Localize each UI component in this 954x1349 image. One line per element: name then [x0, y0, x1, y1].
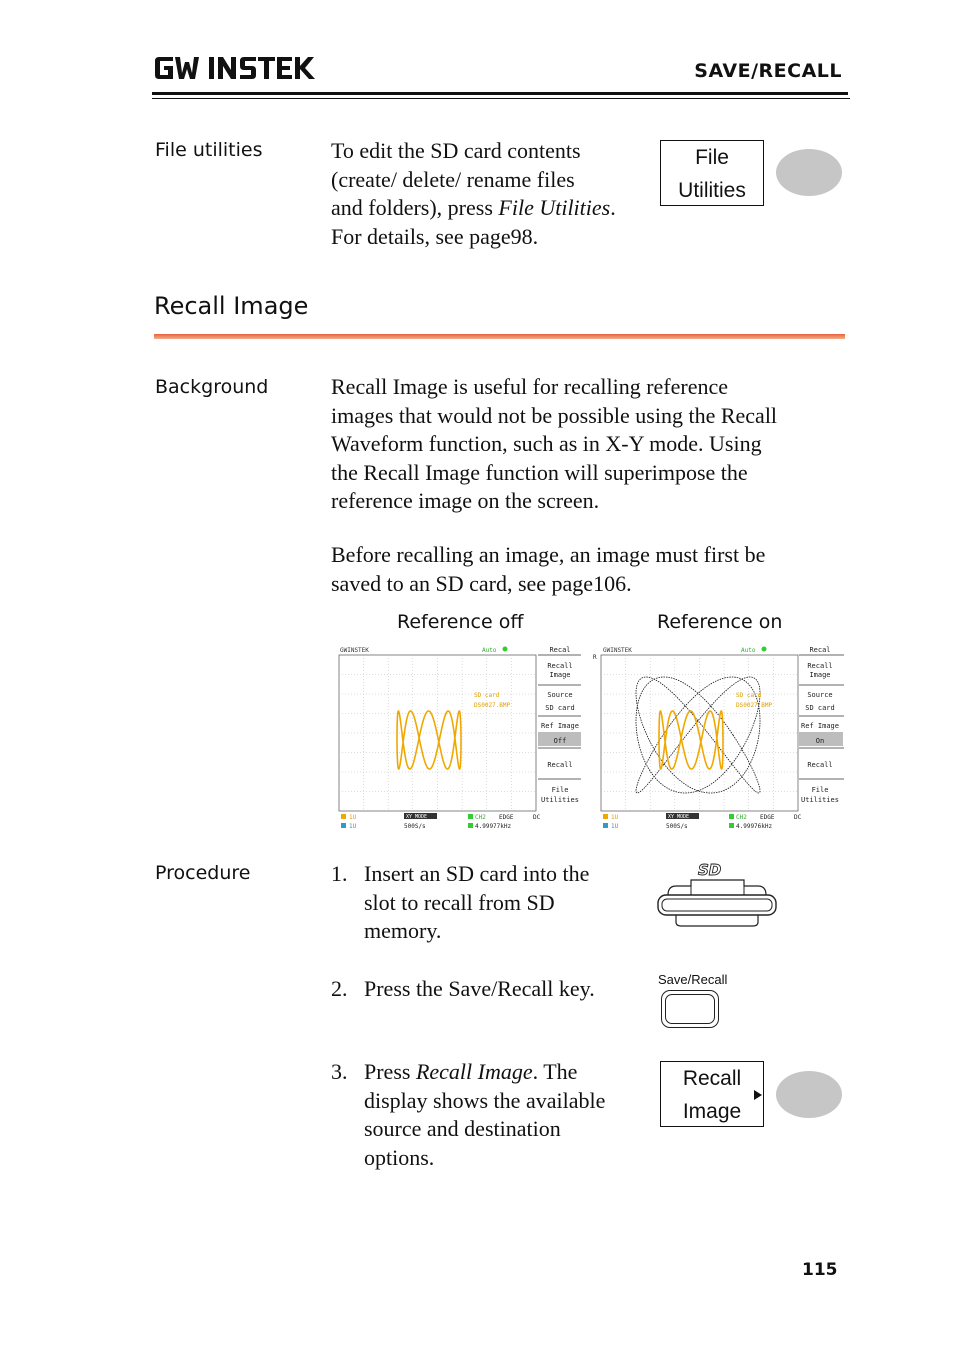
scope-screen-reference-off	[338, 644, 581, 830]
file-utilities-label: File utilities	[155, 139, 263, 161]
sd-card-slot-icon	[656, 858, 778, 930]
text-line: Insert an SD card into the	[364, 861, 590, 886]
text-line: images that would not be possible using the Recall	[331, 402, 778, 428]
trigger-coupling: DC	[794, 814, 802, 821]
file-utilities-description	[331, 137, 651, 251]
key-inner-border	[665, 994, 715, 1024]
text-span: . The	[532, 1059, 578, 1084]
text-line: options.	[364, 1144, 435, 1170]
menu-item-recall: Recall	[547, 761, 573, 769]
sd-card-label: SD card	[474, 692, 500, 699]
menu-item-ref-image: Ref Image	[801, 722, 839, 730]
menu-item-file-line1: File	[551, 786, 569, 794]
timebase: 500S/s	[666, 823, 688, 830]
sd-card-label: SD card	[736, 692, 762, 699]
ch2-scale: 1U	[611, 823, 619, 830]
italic-term: File Utilities	[498, 195, 611, 220]
trigger-edge: EDGE	[499, 814, 514, 821]
trigger-source: CH2	[475, 814, 486, 821]
text-line	[364, 1058, 605, 1087]
text-line: To edit the SD card contents	[331, 138, 581, 163]
caption-reference-on: Reference on	[657, 611, 783, 633]
xy-mode-badge: XY MODE	[668, 814, 690, 820]
sd-file-label: DS0027.BMP	[736, 702, 773, 709]
trigger-frequency: 4.99976kHz	[736, 823, 773, 830]
menu-item-recall: Recall	[807, 761, 833, 769]
step-number: 1.	[331, 861, 348, 886]
xy-mode-badge: XY MODE	[406, 814, 428, 820]
scope-screen-image	[338, 644, 581, 830]
sd-logo-icon: SD	[698, 861, 722, 879]
sd-slot-illustration	[656, 858, 778, 930]
menu-item-recall-image-line2: Image	[809, 671, 831, 679]
section-heading: Recall Image	[154, 292, 309, 320]
submenu-arrow-icon	[753, 1089, 763, 1101]
scope-screen-reference-on	[593, 644, 841, 830]
before-recall-note	[331, 541, 851, 598]
text-span: and folders), press	[331, 195, 499, 220]
step-text	[364, 860, 589, 946]
step-1	[331, 860, 641, 950]
header-rule	[152, 92, 848, 95]
menu-item-recall-image-line1: Recall	[547, 662, 573, 670]
step-number: 2.	[331, 976, 348, 1001]
menu-label-line: Utilities	[678, 179, 746, 202]
heading-rule	[154, 334, 845, 339]
text-line: Recall Image is useful for recalling reference	[331, 374, 729, 399]
text-line: Waveform function, such as in X-Y mode. Using	[331, 431, 762, 456]
ref-image-state: Off	[553, 737, 567, 745]
italic-term: Recall Image	[415, 1059, 533, 1084]
procedure-label: Procedure	[155, 862, 251, 884]
save-recall-key[interactable]	[661, 990, 719, 1028]
ch2-scale: 1U	[349, 823, 357, 830]
text-line: reference image on the screen.	[331, 488, 600, 513]
step-number: 3.	[331, 1059, 348, 1084]
menu-label-line: File	[695, 146, 729, 169]
scope-screen-image	[593, 644, 844, 830]
menu-item-file-line2: Utilities	[801, 796, 839, 804]
ref-image-state: On	[815, 737, 825, 745]
menu-item-ref-image: Ref Image	[541, 722, 579, 730]
menu-item-source-line1: Source	[807, 691, 833, 699]
file-utilities-soft-key[interactable]	[776, 149, 842, 196]
scope-logo: GWINSTEK	[340, 647, 369, 654]
save-recall-key-label: Save/Recall	[658, 972, 728, 987]
caption-reference-off: Reference off	[397, 611, 524, 633]
menu-item-source-line2: SD card	[545, 704, 575, 712]
text-span: Press	[364, 1059, 416, 1084]
ref-marker: R	[593, 654, 597, 661]
trigger-led-icon	[762, 647, 767, 652]
text-line: Before recalling an image, an image must first be	[331, 542, 766, 567]
menu-title: Recal	[809, 646, 831, 654]
step-2	[331, 975, 641, 1005]
text-line: the Recall Image function will superimpose the	[331, 459, 748, 485]
menu-label-line: Image	[682, 1100, 742, 1123]
file-utilities-menu-label	[660, 140, 764, 206]
trigger-coupling: DC	[533, 814, 541, 821]
text-line: (create/ delete/ rename files	[331, 166, 575, 192]
recall-image-menu-label	[660, 1061, 764, 1127]
menu-item-file-line1: File	[811, 786, 829, 794]
step-3	[331, 1058, 651, 1178]
sd-file-label: DS0027.BMP	[474, 702, 511, 709]
menu-item-recall-image-line1: Recall	[807, 662, 833, 670]
brand-logo	[153, 56, 323, 88]
background-description	[331, 373, 851, 516]
menu-item-source-line1: Source	[547, 691, 573, 699]
ch1-scale: 1U	[349, 814, 357, 821]
background-label: Background	[155, 376, 269, 398]
menu-title: Recal	[549, 646, 571, 654]
text-line	[331, 194, 651, 223]
menu-item-recall-image-line2: Image	[549, 671, 571, 679]
text-line: For details, see page98.	[331, 223, 539, 249]
trigger-source: CH2	[736, 814, 747, 821]
trigger-edge: EDGE	[760, 814, 775, 821]
trigger-led-icon	[503, 647, 508, 652]
scope-logo: GWINSTEK	[603, 647, 632, 654]
text-line: memory.	[364, 918, 442, 943]
menu-item-source-line2: SD card	[805, 704, 835, 712]
step-text: Press the Save/Recall key.	[364, 976, 595, 1001]
timebase: 500S/s	[404, 823, 426, 830]
ch1-scale: 1U	[611, 814, 619, 821]
scope-trigger-mode: Auto	[741, 647, 756, 654]
section-header: SAVE/RECALL	[694, 60, 842, 82]
trigger-frequency: 4.99977kHz	[475, 823, 512, 830]
recall-image-soft-key[interactable]	[776, 1071, 842, 1118]
header-rule-thin	[152, 98, 850, 99]
scope-trigger-mode: Auto	[482, 647, 497, 654]
text-span: .	[610, 195, 616, 220]
text-line: saved to an SD card, see page106.	[331, 570, 632, 596]
gwinstek-logo-icon	[153, 56, 323, 82]
page-number: 115	[802, 1260, 838, 1280]
text-line: source and destination	[364, 1116, 561, 1141]
step-text	[364, 1058, 605, 1172]
menu-label-line: Recall	[682, 1067, 742, 1090]
menu-item-file-line2: Utilities	[541, 796, 579, 804]
text-line: display shows the available	[364, 1087, 606, 1113]
text-line: slot to recall from SD	[364, 889, 555, 915]
